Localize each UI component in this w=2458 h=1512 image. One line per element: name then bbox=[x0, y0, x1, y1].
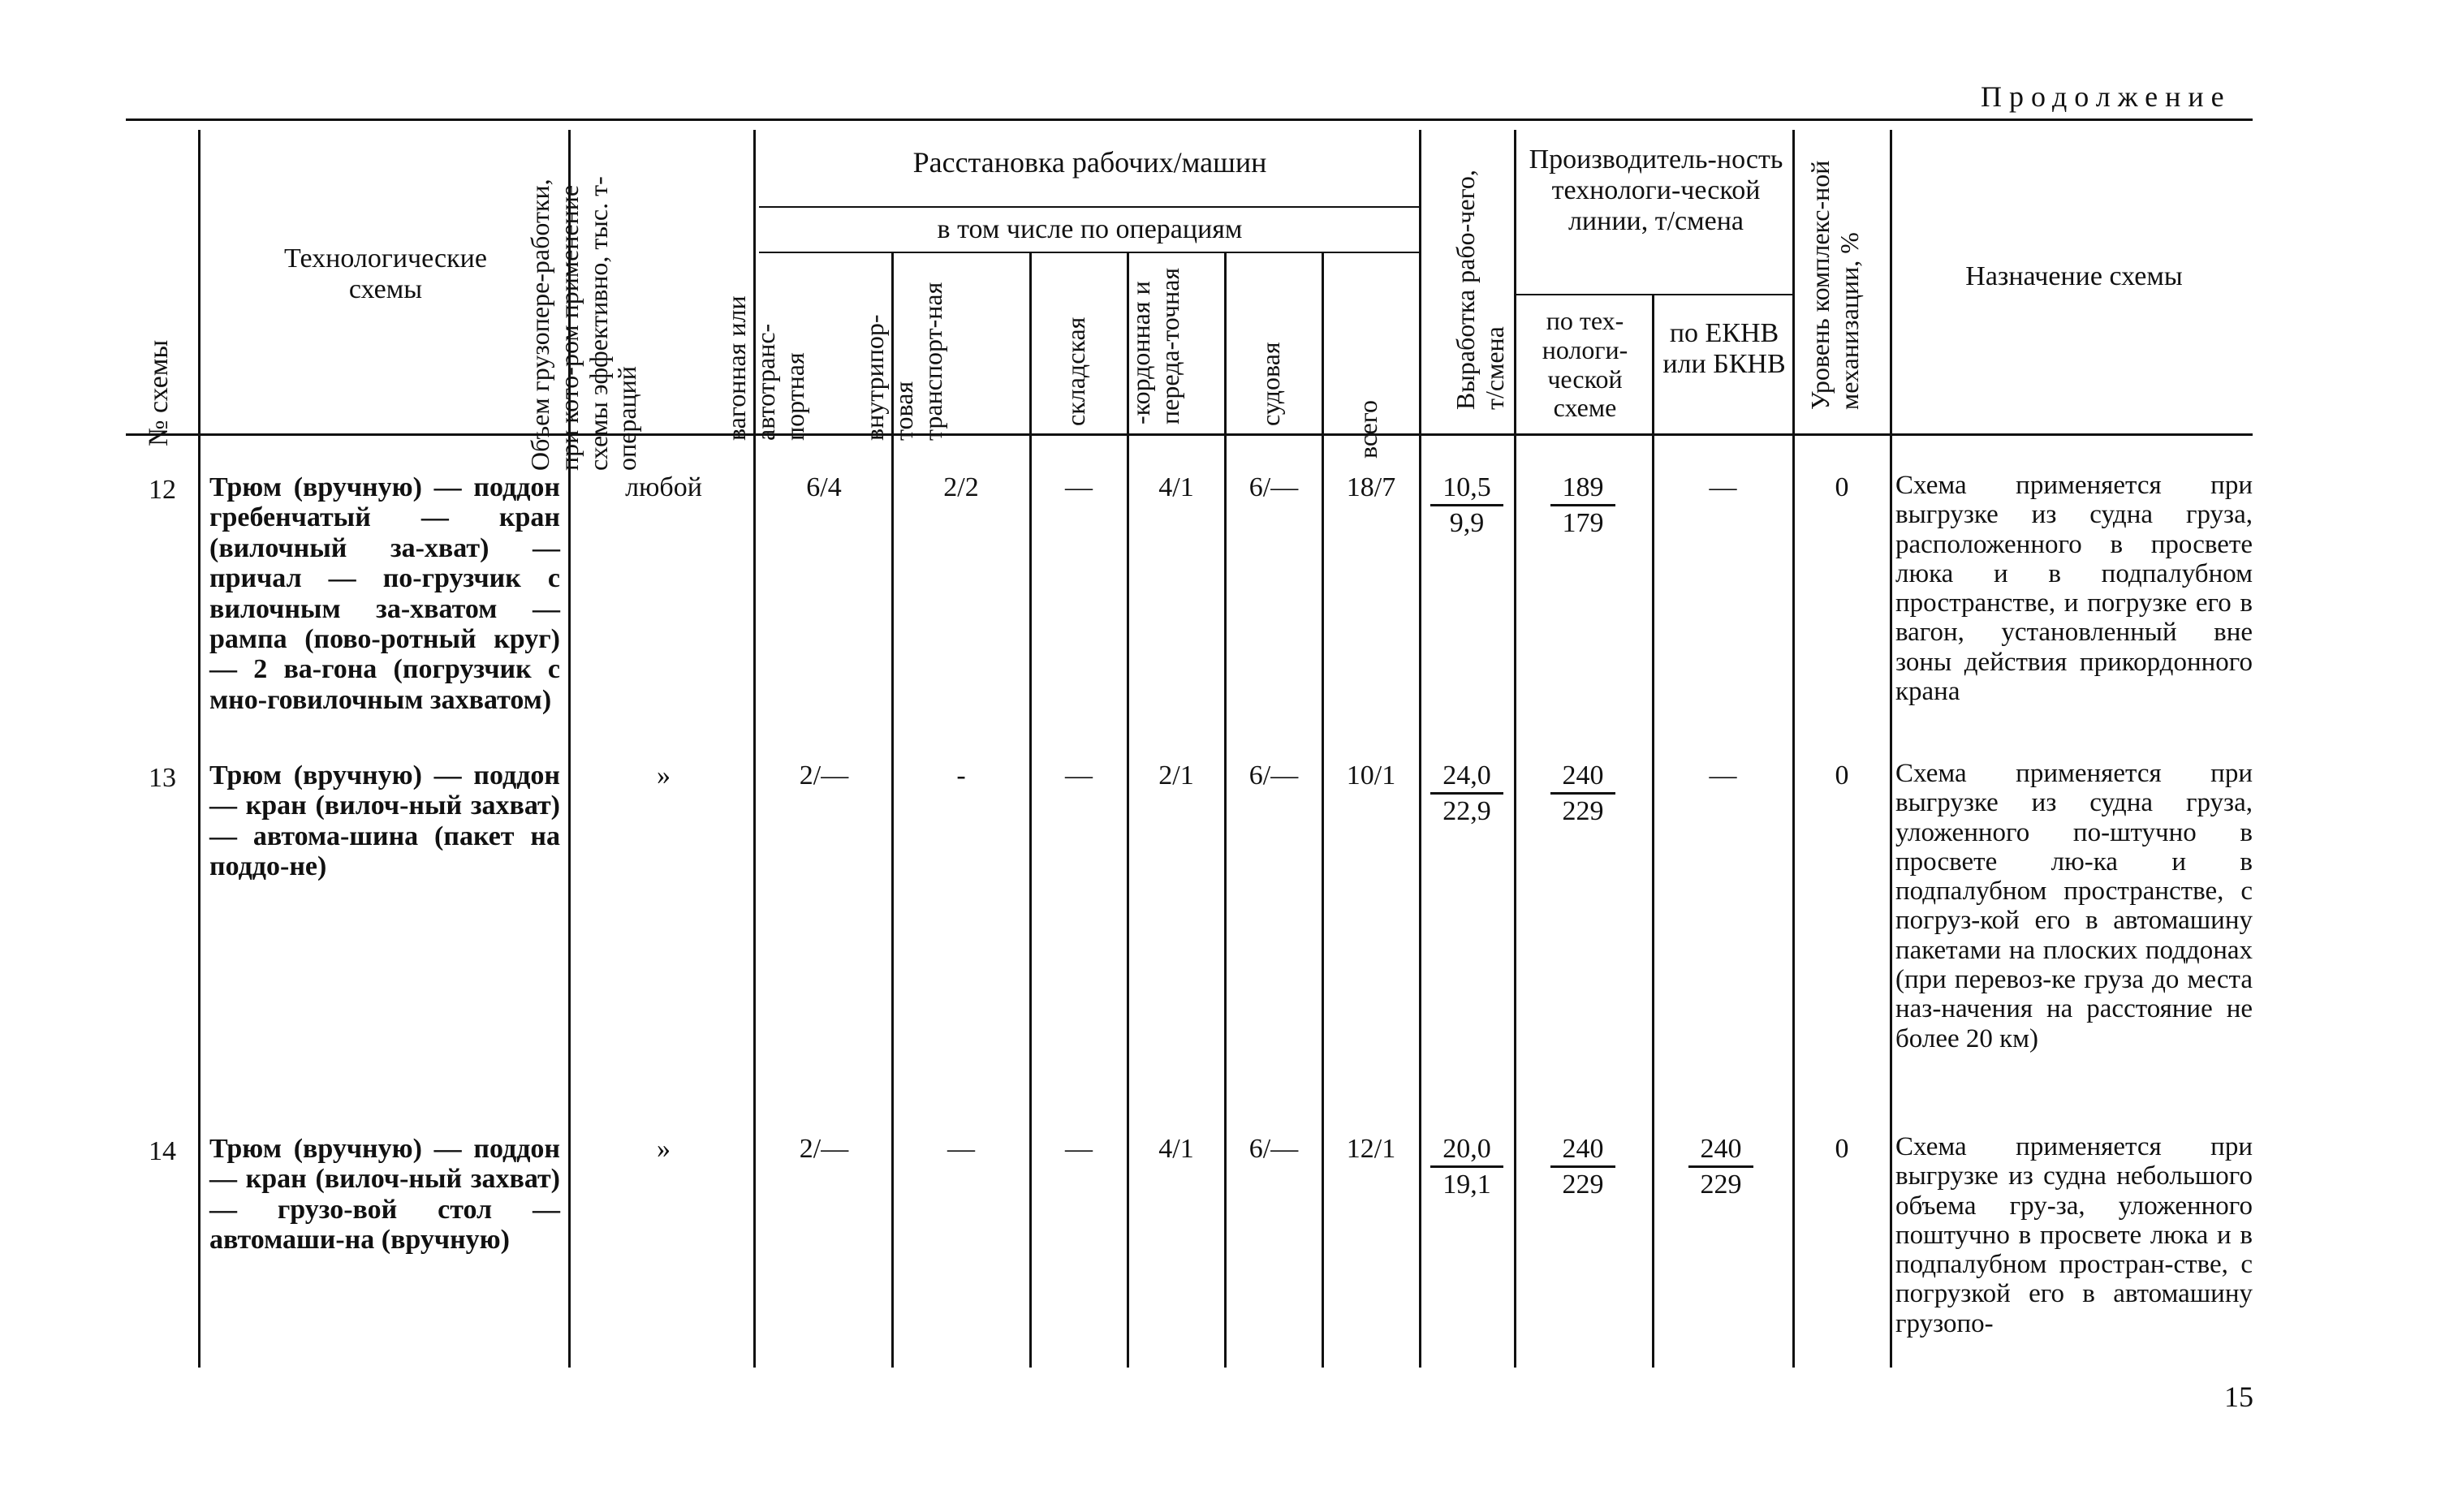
op-ship-value: 6/— bbox=[1248, 472, 1299, 502]
op-cordon-value: 2/1 bbox=[1158, 760, 1194, 790]
ekhv-value: — bbox=[1709, 760, 1737, 790]
ekhv-denominator: 229 bbox=[1700, 1170, 1742, 1200]
header-op-warehouse bbox=[1062, 256, 1094, 426]
col-divider bbox=[198, 130, 201, 1368]
op-warehouse-value: — bbox=[1065, 1134, 1093, 1164]
scheme-text: Трюм (вручную) — поддон гребенчатый — кран (вилочный за-хват) — причал — по-грузчик с вилочным за-хватом — рампа (пово-ротный круг) — 2 ва-гона (погрузчик с мно-говилочным захватом) bbox=[209, 472, 560, 715]
page-number: 15 bbox=[2224, 1381, 2253, 1413]
output-fraction bbox=[1430, 760, 1503, 827]
purpose-text: Схема применяется при выгрузке из судна небольшого объема гру-за, уложенного поштучно в просвете люка и в подпалубном простран-стве, с погрузкой его в автомашину грузопо- bbox=[1895, 1132, 2253, 1338]
productivity-numerator: 189 bbox=[1550, 472, 1615, 506]
purpose-text: Схема применяется при выгрузке из судна груза, расположенного в просвете люка и в подпалубном пространстве, и погрузке его в вагон, установленный вне зоны действия прикордонного крана bbox=[1895, 471, 2253, 707]
mech-level-value: 0 bbox=[1835, 472, 1849, 502]
productivity-fraction bbox=[1550, 472, 1615, 539]
op-warehouse-value: — bbox=[1065, 472, 1093, 502]
header-output-text: Выработка рабо-чего, т/смена bbox=[1451, 170, 1509, 410]
header-op-ship-text: судовая bbox=[1256, 342, 1285, 426]
op-wagon-value: 2/— bbox=[799, 1134, 849, 1164]
header-productivity: Производитель-ность технологи-ческой линии, т/смена bbox=[1529, 144, 1783, 237]
header-op-ship bbox=[1257, 256, 1289, 426]
output-numerator: 20,0 bbox=[1430, 1134, 1503, 1168]
op-cordon-value: 4/1 bbox=[1158, 472, 1194, 502]
op-cordon-value: 4/1 bbox=[1158, 1134, 1194, 1164]
ekhv-numerator: 240 bbox=[1688, 1134, 1753, 1168]
productivity-fraction bbox=[1550, 1134, 1615, 1200]
output-numerator: 10,5 bbox=[1430, 472, 1503, 506]
volume-value: любой bbox=[625, 472, 702, 502]
header-op-cordon-text: -кордонная и переда-точная bbox=[1126, 267, 1184, 424]
col-divider bbox=[1029, 253, 1032, 1368]
col-divider bbox=[1890, 130, 1892, 1368]
header-op-inport bbox=[860, 270, 990, 441]
header-purpose: Назначение схемы bbox=[1965, 261, 2183, 291]
mech-level-value: 0 bbox=[1835, 1134, 1849, 1164]
output-numerator: 24,0 bbox=[1430, 760, 1503, 795]
header-schemes: Технологические схемы bbox=[284, 243, 487, 305]
col-divider bbox=[1322, 253, 1324, 1368]
op-inport-value: — bbox=[947, 1134, 975, 1164]
productivity-denominator: 229 bbox=[1562, 796, 1604, 827]
output-denominator: 9,9 bbox=[1449, 508, 1485, 539]
op-total-value: 12/1 bbox=[1346, 1134, 1396, 1164]
header-op-total-text: всего bbox=[1353, 399, 1382, 459]
header-volume-text: Объем грузопере-работки, при кото-ром применение схемы эффективно, тыс. т-операций bbox=[525, 176, 642, 471]
header-mech-level-text: Уровень комплекс-ной механизации, % bbox=[1805, 160, 1864, 410]
header-op-inport-text: внутрипор-товая транспорт-ная bbox=[860, 282, 947, 441]
header-volume bbox=[526, 170, 680, 471]
continuation-label: Продолжение bbox=[1981, 80, 2232, 113]
header-op-cordon bbox=[1127, 254, 1224, 424]
volume-value: » bbox=[657, 760, 671, 790]
productivity-numerator: 240 bbox=[1550, 1134, 1615, 1168]
op-warehouse-value: — bbox=[1065, 760, 1093, 790]
volume-value: » bbox=[657, 1134, 671, 1164]
header-op-wagon-text: вагонная или автотранс-портная bbox=[722, 295, 809, 441]
op-wagon-value: 2/— bbox=[799, 760, 849, 790]
header-scheme-number: № схемы bbox=[144, 339, 174, 446]
col-divider bbox=[1652, 295, 1654, 1368]
row-number: 12 bbox=[149, 475, 176, 505]
productivity-numerator: 240 bbox=[1550, 760, 1615, 795]
col-divider bbox=[1224, 253, 1227, 1368]
output-denominator: 19,1 bbox=[1442, 1170, 1491, 1200]
output-fraction bbox=[1430, 472, 1503, 539]
op-wagon-value: 6/4 bbox=[806, 472, 842, 502]
output-fraction bbox=[1430, 1134, 1503, 1200]
scheme-text: Трюм (вручную) — поддон — кран (вилоч-ный захват) — грузо-вой стол — автомаши-на (вручную) bbox=[209, 1134, 560, 1256]
mech-level-value: 0 bbox=[1835, 760, 1849, 790]
header-op-total bbox=[1354, 288, 1386, 459]
op-ship-value: 6/— bbox=[1248, 1134, 1299, 1164]
header-op-warehouse-text: складская bbox=[1061, 317, 1090, 426]
header-prod-ekhv: по ЕКНВ или БКНВ bbox=[1662, 318, 1786, 380]
op-inport-value: 2/2 bbox=[943, 472, 979, 502]
header-mech-level bbox=[1806, 158, 1887, 410]
row-number: 13 bbox=[149, 763, 176, 793]
row-number: 14 bbox=[149, 1136, 176, 1166]
col-divider bbox=[1792, 130, 1795, 1368]
op-inport-value: - bbox=[956, 760, 966, 790]
header-bottom-rule bbox=[126, 433, 2253, 436]
header-by-operations: в том числе по операциям bbox=[937, 214, 1243, 244]
productivity-fraction bbox=[1550, 760, 1615, 827]
header-op-wagon bbox=[722, 270, 852, 441]
op-total-value: 10/1 bbox=[1346, 760, 1396, 790]
table-top-rule bbox=[126, 118, 2253, 121]
placement-subrule bbox=[759, 206, 1421, 208]
purpose-text: Схема применяется при выгрузке из судна груза, уложенного по-штучно в просвете лю-ка и в подпалубном пространстве, с погруз-кой его в автомашину пакетами на плоских поддонах (при перевоз-ке груза до места наз-начения на расстояние не более 20 км) bbox=[1895, 759, 2253, 1053]
productivity-denominator: 179 bbox=[1562, 508, 1604, 539]
productivity-subrule bbox=[1516, 294, 1792, 295]
productivity-denominator: 229 bbox=[1562, 1170, 1604, 1200]
header-placement: Расстановка рабочих/машин bbox=[912, 146, 1267, 179]
output-denominator: 22,9 bbox=[1442, 796, 1491, 827]
ekhv-fraction bbox=[1688, 1134, 1753, 1200]
col-divider bbox=[1419, 130, 1421, 1368]
op-total-value: 18/7 bbox=[1346, 472, 1396, 502]
header-prod-by-scheme: по тех-нологи-ческой схеме bbox=[1542, 306, 1628, 423]
op-ship-value: 6/— bbox=[1248, 760, 1299, 790]
ekhv-value: — bbox=[1709, 472, 1737, 502]
scheme-text: Трюм (вручную) — поддон — кран (вилоч-ный захват) — автома-шина (пакет на поддо-не) bbox=[209, 760, 560, 882]
